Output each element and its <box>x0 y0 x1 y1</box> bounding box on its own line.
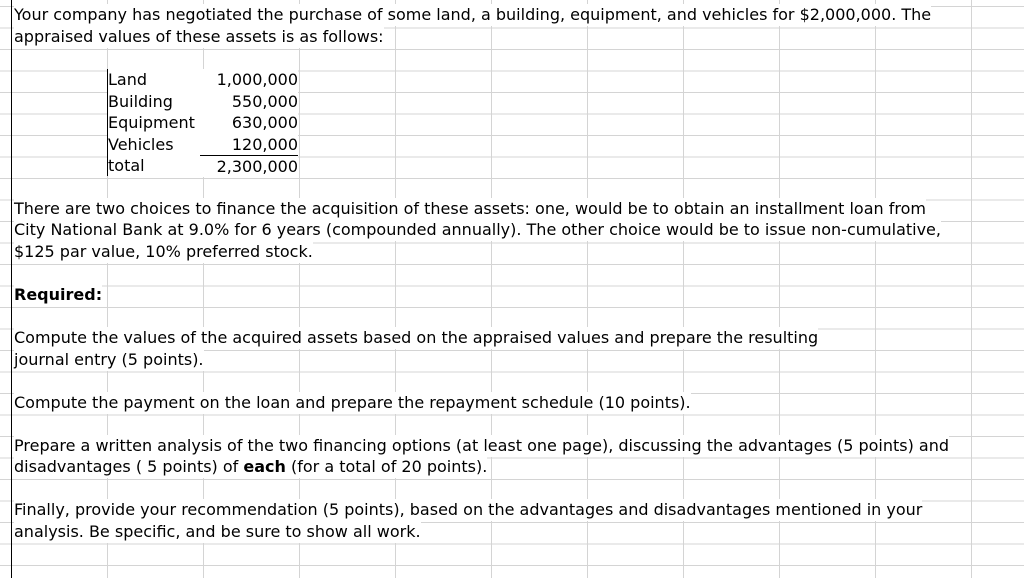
task-1-line-2: journal entry (5 points). <box>14 350 204 369</box>
appraised-values-table <box>108 69 298 177</box>
asset-row-land <box>108 69 298 91</box>
task-4-line-2: analysis. Be specific, and be sure to show all work. <box>14 522 421 541</box>
task-4-line-1: Finally, provide your recommendation (5 points), based on the advantages and disadvantages mentioned in your <box>14 500 923 519</box>
asset-row-building <box>108 91 298 113</box>
total-label: total <box>108 156 145 175</box>
left-border <box>11 0 12 578</box>
asset-value: 550,000 <box>231 91 298 111</box>
asset-value: 1,000,000 <box>216 70 298 89</box>
task-3-text-post: (for a total of 20 points). <box>285 457 488 476</box>
asset-label: Vehicles <box>108 134 174 154</box>
required-label: Required: <box>14 285 103 304</box>
financing-line-1: There are two choices to finance the acquisition of these assets: one, would be to obtain an installment loan from <box>14 199 926 218</box>
task-3-text-bold: each <box>243 457 286 476</box>
asset-value: 120,000 <box>231 134 298 154</box>
asset-row-total <box>108 155 298 177</box>
task-3-text-pre: disadvantages ( 5 points) of <box>14 457 244 476</box>
task-1-line-1: Compute the values of the acquired assets based on the appraised values and prepare the resulting <box>14 328 819 347</box>
asset-label: Equipment <box>108 113 195 132</box>
financing-line-3: $125 par value, 10% preferred stock. <box>14 242 313 261</box>
asset-value: 630,000 <box>231 113 298 132</box>
intro-line-2: appraised values of these assets is as follows: <box>14 27 384 46</box>
intro-line-1: Your company has negotiated the purchase of some land, a building, equipment, and vehicles for $2,000,000. The <box>14 5 932 24</box>
financing-line-2: City National Bank at 9.0% for 6 years (compounded annually). The other choice would be to issue non-cumulative, <box>14 220 941 239</box>
task-2: Compute the payment on the loan and prepare the repayment schedule (10 points). <box>14 393 691 412</box>
table-left-border <box>107 69 108 176</box>
asset-label: Building <box>108 91 173 111</box>
required-heading <box>14 284 102 306</box>
task-3-line-2 <box>14 456 487 478</box>
total-value: 2,300,000 <box>200 155 298 178</box>
asset-label: Land <box>108 70 148 89</box>
asset-row-vehicles <box>108 134 298 156</box>
task-3-line-1: Prepare a written analysis of the two financing options (at least one page), discussing the advantages (5 points) and <box>14 436 950 455</box>
asset-row-equipment <box>108 112 298 134</box>
